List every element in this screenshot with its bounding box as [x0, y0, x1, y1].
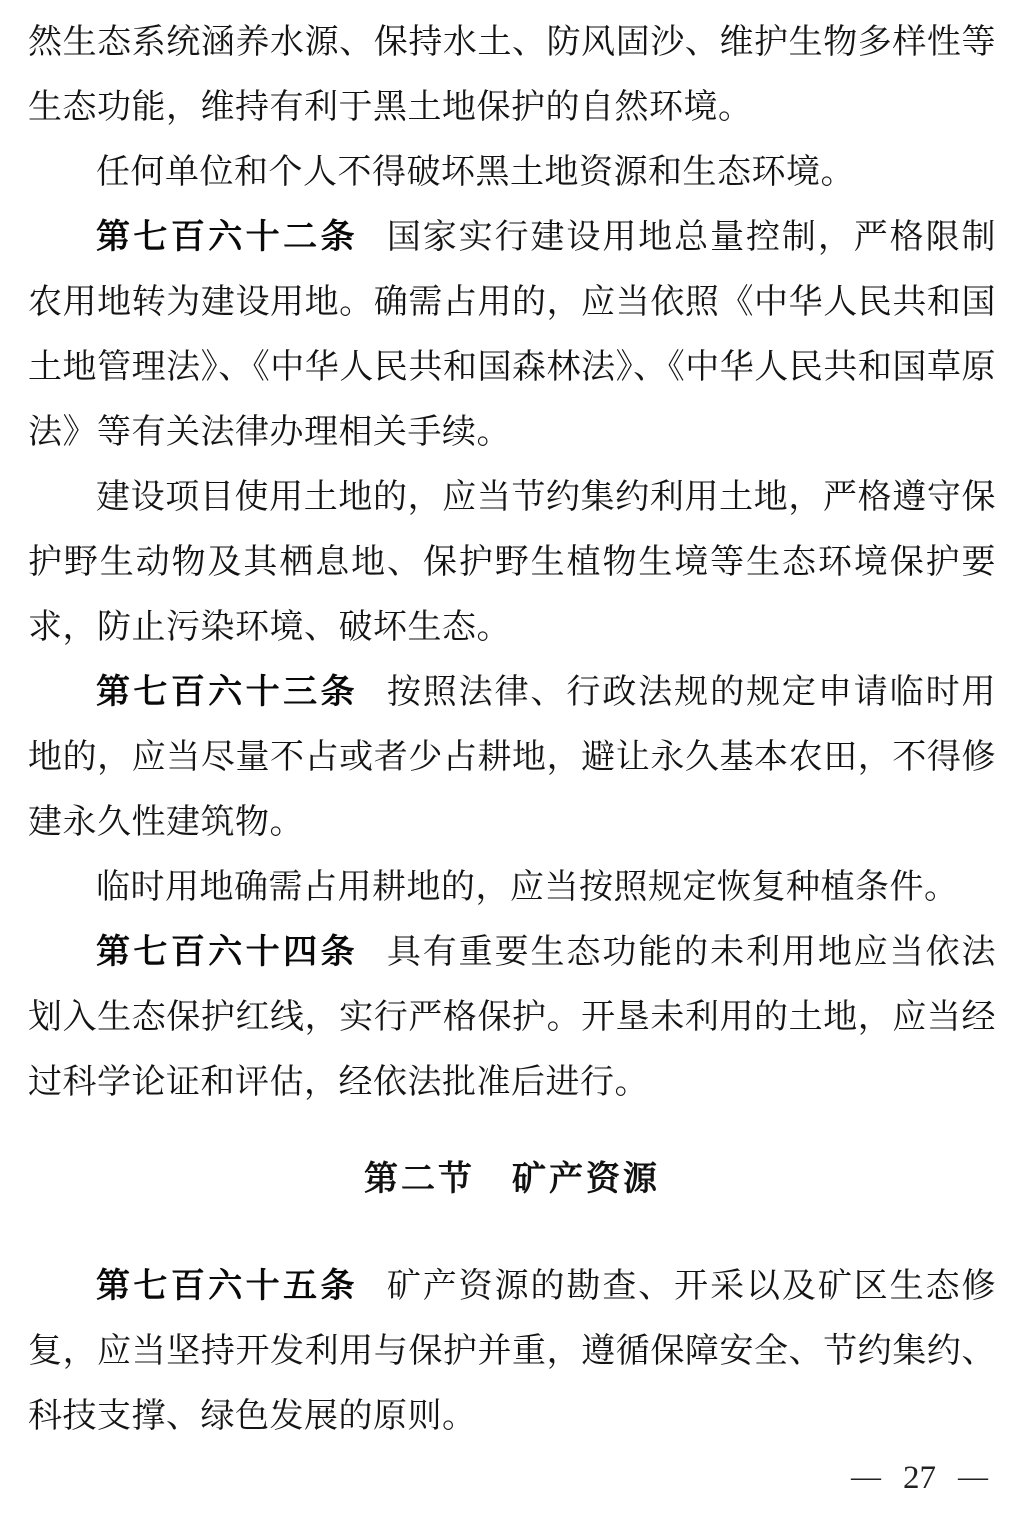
article-paragraph: 第七百六十五条 矿产资源的勘查、开采以及矿区生态修复，应当坚持开发利用与保护并重，遵循保障安全、节约集约、科技支撑、绿色发展的原则。 [28, 1267, 997, 1435]
article-paragraph: 第七百六十二条 国家实行建设用地总量控制，严格限制农用地转为建设用地。确需占用的，应当依照《中华人民共和国土地管理法》、《中华人民共和国森林法》、《中华人民共和国草原法》等有关法律办理相关手续。 [28, 218, 997, 451]
article-number: 第七百六十五条 [96, 1267, 358, 1305]
page-number: 27 [903, 1460, 936, 1496]
article-number: 第七百六十二条 [96, 218, 358, 256]
section-heading: 第二节 矿产资源 [364, 1161, 660, 1198]
article-number: 第七百六十四条 [96, 933, 358, 971]
article-paragraph: 第七百六十三条 按照法律、行政法规的规定申请临时用地的，应当尽量不占或者少占耕地，避让永久基本农田，不得修建永久性建筑物。 [28, 673, 997, 841]
article-paragraph: 第七百六十四条 具有重要生态功能的未利用地应当依法划入生态保护红线，实行严格保护。开垦未利用的土地，应当经过科学论证和评估，经依法批准后进行。 [28, 933, 997, 1101]
footer-dash-right: — [958, 1459, 988, 1493]
article-number: 第七百六十三条 [96, 673, 358, 711]
paragraph: 建设项目使用土地的，应当节约集约利用土地，严格遵守保护野生动物及其栖息地、保护野生植物生境等生态环境保护要求，防止污染环境、破坏生态。 [28, 479, 996, 646]
paragraph: 任何单位和个人不得破坏黑土地资源和生态环境。 [96, 154, 855, 191]
paragraph: 然生态系统涵养水源、保持水土、防风固沙、维护生物多样性等生态功能，维持有利于黑土地保护的自然环境。 [28, 24, 996, 126]
footer-dash-left: — [851, 1459, 881, 1493]
page-footer [851, 1459, 988, 1496]
paragraph: 临时用地确需占用耕地的，应当按照规定恢复种植条件。 [96, 869, 959, 906]
